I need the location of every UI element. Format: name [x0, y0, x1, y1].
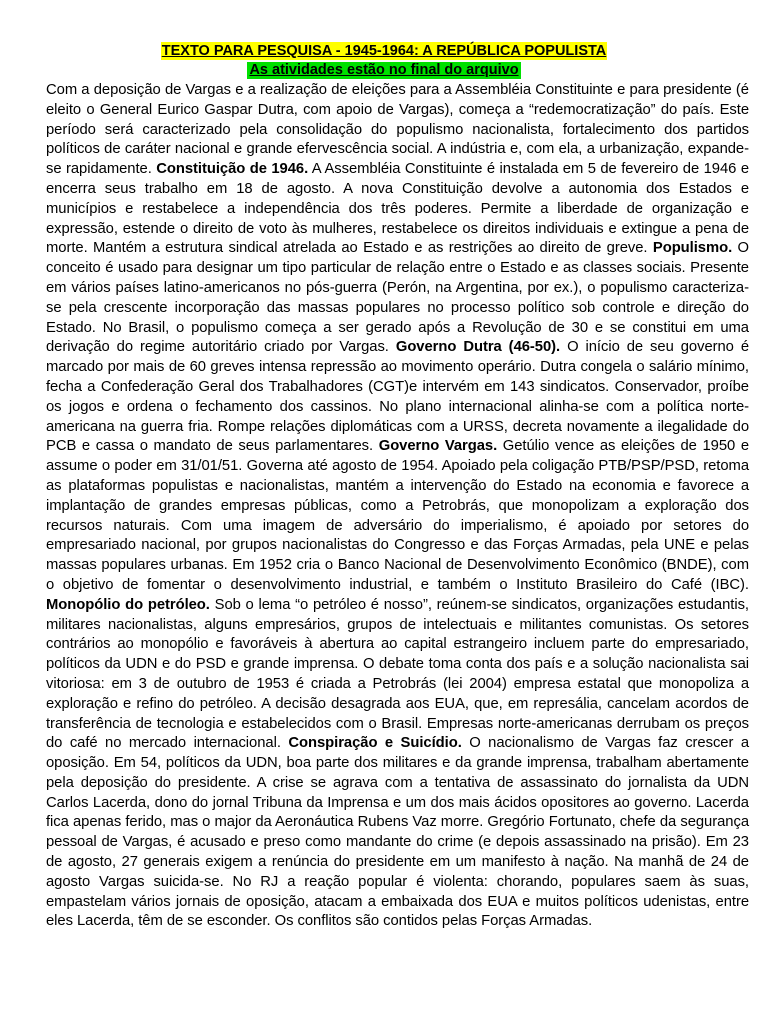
section-text: A Assembléia Constituinte é instalada em 5 de fevereiro de 1946 e encerra seus trabalho em 18 de agosto. A nova Constituição devolve a autonomia dos Estados e municípios e restabelece a independência dos três poderes. Permite a liberdade de organização e expressão, estende o direito de voto às mulheres, restabelece os direitos individuais e extingue a pena de morte. Mantém a estrutura sindical atrelada ao Estado e as restrições ao direito de greve.: [46, 161, 749, 257]
section-conspiracao-suicidio: [46, 735, 749, 929]
section-heading: Populismo.: [652, 240, 733, 257]
intro-text: Com a deposição de Vargas e a realização de eleições para a Assembléia Constituinte e para presidente (é eleito o General Eurico Gaspar Dutra, com apoio de Vargas), começa a “redemocratização” do país. Este período será caracterizado pela consolidação do populismo nacionalista, fortalecimento dos partidos políticos de caráter nacional e grande efervescência social. A indústria e, com ela, a urbanização, expande-se rapidamente.: [46, 82, 749, 178]
section-heading: Governo Vargas.: [378, 438, 498, 455]
section-monopolio-petroleo: [46, 597, 749, 752]
document-header: [0, 0, 768, 60]
section-heading: Conspiração e Suicídio.: [288, 735, 462, 752]
section-text: Getúlio vence as eleições de 1950 e assume o poder em 31/01/51. Governa até agosto de 1954. Apoiado pela coligação PTB/PSP/PSD, retoma as plataformas populistas e nacionalistas, mantém a intervenção do Estado na economia e favorece a implantação de grandes empresas públicas, como a Petrobrás, que monopolizam a exploração dos recursos naturais. Com uma imagem de adversário do imperialismo, é apoiado por setores do empresariado nacional, por grupos nacionalistas do Congresso e das Forças Armadas, pela UNE e pelas massas populares urbanas. Em 1952 cria o Banco Nacional de Desenvolvimento Econômico (BNDE), com o objetivo de fomentar o desenvolvimento industrial, e também o Instituto Brasileiro do Café (IBC).: [46, 438, 750, 593]
section-heading: Constituição de 1946.: [156, 161, 309, 178]
section-text: O nacionalismo de Vargas faz crescer a oposição. Em 54, políticos da UDN, boa parte dos militares e da grande imprensa, trabalham abertamente pela deposição do presidente. A crise se agrava com a tentativa de assassinato do jornalista da UDN Carlos Lacerda, dono do jornal Tribuna da Imprensa e um dos mais ácidos opositores ao governo. Lacerda fica apenas ferido, mas o major da Aeronáutica Rubens Vaz morre. Gregório Fortunato, chefe da segurança pessoal de Vargas, é acusado e preso como mandante do crime (e depois assassinado na prisão). Em 23 de agosto, 27 generais exigem a renúncia do presidente em um manifesto à nação. Na manhã de 24 de agosto Vargas suicida-se. No RJ a reação popular é violenta: chorando, populares saem às suas, empastelam vários jornais de oposição, atacam a embaixada dos EUA e muitos políticos udenistas, entre eles Lacerda, têm de se esconder. Os conflitos são contidos pelas Forças Armadas.: [46, 735, 750, 930]
document-title: TEXTO PARA PESQUISA - 1945-1964: A REPÚBLICA POPULISTA: [161, 43, 607, 59]
section-text: O conceito é usado para designar um tipo particular de relação entre o Estado e as classes sociais. Presente em vários países latino-americanos no pós-guerra (Perón, na Argentina, por ex.), o populismo caracteriza-se pela crescente incorporação das massas populares no processo político sob controle e direção do Estado. No Brasil, o populismo começa a ser gerado após a Revolução de 30 e se constitui em uma derivação do regime autoritário criado por Vargas.: [46, 240, 749, 356]
subtitle-wrap: [0, 61, 768, 79]
section-heading: Governo Dutra (46-50).: [395, 339, 561, 356]
intro-paragraph: [46, 81, 749, 932]
section-governo-vargas: [46, 438, 749, 593]
section-text: Sob o lema “o petróleo é nosso”, reúnem-se sindicatos, organizações estudantis, militares nacionalistas, alguns empresários, grupos de intelectuais e militantes comunistas. Os setores contrários ao monopólio e favoráveis à abertura ao capital estrangeiro incluem parte do empresariado, políticos da UDN e do PSD e grande imprensa. O debate toma conta dos país e a solução nacionalista sai vitoriosa: em 3 de outubro de 1953 é criada a Petrobrás (lei 2004) empresa estatal que monopoliza a exploração e refino do petróleo. A decisão desagrada aos EUA, que, em represália, cancelam acordos de transferência de tecnologia e estabelecidos com o Brasil. Empresas norte-americanas derrubam os preços do café no mercado internacional.: [46, 596, 749, 752]
section-text: O início de seu governo é marcado por mais de 60 greves intensa repressão ao movimento operário. Dutra congela o salário mínimo, fecha a Confederação Geral dos Trabalhadores (CGT)e intervém em 143 sindicatos. Conservador, proíbe os jogos e ordena o fechamento dos cassinos. No plano internacional alinha-se com a política norte-americana na guerra fria. Rompe relações diplomáticas com a URSS, decreta novamente a ilegalidade do PCB e cassa o mandato de seus parlamentares.: [46, 339, 750, 455]
document-body: [46, 81, 749, 932]
section-constituicao: [46, 161, 749, 256]
document-subtitle: As atividades estão no final do arquivo: [249, 62, 519, 78]
section-heading: Monopólio do petróleo.: [46, 596, 210, 613]
